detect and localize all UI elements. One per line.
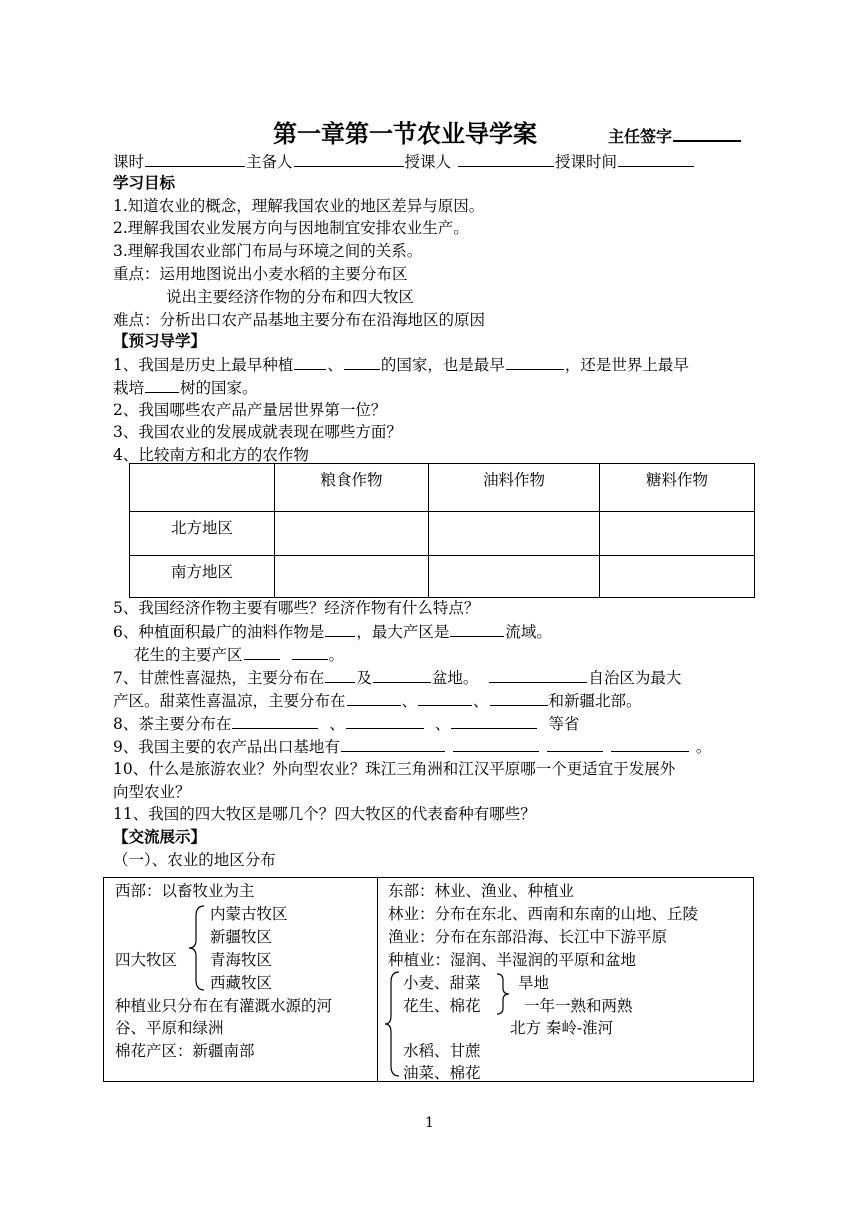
answer-blank[interactable]: [418, 689, 472, 706]
pasture-item: 西藏牧区: [210, 974, 273, 992]
answer-blank[interactable]: [232, 712, 318, 729]
answer-blank[interactable]: [547, 735, 603, 752]
answer-blank[interactable]: [325, 620, 355, 637]
answer-blank[interactable]: [611, 735, 689, 752]
east-title: 东部：林业、渔业、种植业: [388, 882, 575, 900]
table-row: [130, 512, 755, 556]
question-11: 11、我国的四大牧区是哪几个？四大牧区的代表畜种有哪些？: [113, 805, 536, 823]
right-brace-icon: [494, 972, 512, 1016]
question-6: 6、种植面积最广的油料作物是 ，最大产区是 流域。: [113, 620, 552, 643]
west-cotton: 棉花产区：新疆南部: [115, 1042, 255, 1060]
left-brace-icon: [383, 970, 403, 1078]
pasture-item: 内蒙古牧区: [210, 905, 288, 923]
table-cell[interactable]: [429, 512, 600, 556]
meta-time-label: 授课时间: [555, 153, 618, 171]
objective-item: 1.知道农业的概念，理解我国农业的地区差异与原因。: [113, 197, 485, 215]
east-planting: 种植业：湿润、半湿润的平原和盆地: [388, 951, 637, 969]
table-header-cell: 糖料作物: [600, 464, 755, 512]
question-5: 5、我国经济作物主要有哪些？经济作物有什么特点？: [113, 599, 480, 617]
meta-teacher-blank[interactable]: [458, 150, 554, 167]
sign-label: 主任签字: [608, 124, 742, 147]
answer-blank[interactable]: [373, 666, 431, 683]
answer-blank[interactable]: [292, 643, 328, 660]
west-planting-cont: 谷、平原和绿洲: [115, 1019, 224, 1037]
answer-blank[interactable]: [325, 666, 355, 683]
south-crops: 水稻、甘蔗: [403, 1042, 481, 1060]
question-7-cont: 产区。甜菜性喜温凉，主要分布在 、 、 和新疆北部。: [113, 689, 642, 712]
table-cell[interactable]: [275, 512, 429, 556]
meta-preparer-label: 主备人: [246, 153, 293, 171]
meta-row: [113, 150, 695, 173]
table-cell[interactable]: [275, 556, 429, 598]
meta-lesson-blank[interactable]: [145, 150, 245, 167]
question-2: 2、我国哪些农产品产量居世界第一位？: [113, 401, 387, 419]
answer-blank[interactable]: [294, 353, 326, 370]
preview-heading: 【预习导学】: [113, 331, 207, 350]
difficult-point: 难点：分析出口农产品基地主要分布在沿海地区的原因: [113, 311, 486, 329]
exchange-heading: 【交流展示】: [113, 827, 207, 846]
question-10-cont: 向型农业？: [113, 783, 191, 801]
question-6-cont: 花生的主要产区 。: [134, 643, 344, 666]
objectives-heading: 学习目标: [113, 173, 176, 192]
answer-blank[interactable]: [341, 735, 445, 752]
dry-land: 旱地: [518, 974, 550, 992]
question-9: 9、我国主要的农产品出口基地有 。: [113, 735, 711, 758]
objective-item: 2.理解我国农业发展方向与因地制宜安排农业生产。: [113, 219, 469, 237]
objective-item: 3.理解我国农业部门布局与环境之间的关系。: [113, 242, 423, 260]
key-point: 说出主要经济作物的分布和四大牧区: [166, 288, 415, 306]
table-header-row: [130, 464, 755, 512]
crop-comparison-table: [129, 463, 755, 598]
answer-blank[interactable]: [489, 666, 587, 683]
column-divider: [377, 878, 378, 1081]
answer-blank[interactable]: [490, 689, 548, 706]
exchange-subheading: （一）、农业的地区分布: [113, 851, 276, 869]
west-planting: 种植业只分布在有灌溉水源的河: [115, 997, 333, 1015]
table-header-cell: 粮食作物: [275, 464, 429, 512]
question-1: 1、我国是历史上最早种植 、 的国家，也是最早 ，还是世界上最早: [113, 353, 689, 376]
question-10: 10、什么是旅游农业？外向型农业？珠江三角洲和江汉平原哪一个更适宜于发展外: [113, 760, 676, 778]
pasture-item: 青海牧区: [210, 951, 273, 969]
key-point: 重点：运用地图说出小麦水稻的主要分布区: [113, 265, 408, 283]
question-3: 3、我国农业的发展成就表现在哪些方面？: [113, 423, 402, 441]
table-cell[interactable]: [429, 556, 600, 598]
answer-blank[interactable]: [145, 376, 179, 393]
sign-blank[interactable]: [673, 124, 741, 142]
answer-blank[interactable]: [344, 353, 380, 370]
east-fishery: 渔业：分布在东部沿海、长江中下游平原: [388, 928, 668, 946]
page-title: 第一章第一节农业导学案: [273, 120, 537, 148]
north-boundary: 北方 秦岭-淮河: [510, 1019, 614, 1037]
answer-blank[interactable]: [506, 353, 564, 370]
answer-blank[interactable]: [244, 643, 280, 660]
table-row: [130, 556, 755, 598]
table-cell[interactable]: [600, 556, 755, 598]
page-number: 1: [425, 1115, 434, 1131]
question-4: 4、比较南方和北方的农作物: [113, 446, 309, 464]
question-7: 7、甘蔗性喜湿热，主要分布在 及 盆地。 自治区为最大: [113, 666, 681, 689]
north-crops: 小麦、甜菜: [403, 974, 481, 992]
answer-blank[interactable]: [453, 735, 539, 752]
row-label: 南方地区: [130, 556, 275, 598]
answer-blank[interactable]: [451, 712, 537, 729]
table-header-cell: [130, 464, 275, 512]
south-crops: 油菜、棉花: [403, 1064, 481, 1082]
table-cell[interactable]: [600, 512, 755, 556]
left-brace-icon: [186, 904, 208, 992]
east-forestry: 林业：分布在东北、西南和东南的山地、丘陵: [388, 905, 699, 923]
answer-blank[interactable]: [346, 712, 424, 729]
west-title: 西部：以畜牧业为主: [115, 882, 255, 900]
meta-time-blank[interactable]: [618, 150, 694, 167]
pasture-item: 新疆牧区: [210, 928, 273, 946]
north-crops: 花生、棉花: [403, 997, 481, 1015]
row-label: 北方地区: [130, 512, 275, 556]
meta-preparer-blank[interactable]: [294, 150, 404, 167]
answer-blank[interactable]: [450, 620, 504, 637]
question-8: 8、茶主要分布在 、 、 等省: [113, 712, 579, 735]
table-header-cell: 油料作物: [429, 464, 600, 512]
question-1-cont: 栽培 树的国家。: [113, 376, 258, 399]
meta-lesson-label: 课时: [113, 153, 145, 171]
harvest-frequency: 一年一熟和两熟: [524, 997, 633, 1015]
answer-blank[interactable]: [347, 689, 401, 706]
meta-teacher-label: 授课人: [404, 153, 452, 171]
pastures-label: 四大牧区: [115, 951, 178, 969]
